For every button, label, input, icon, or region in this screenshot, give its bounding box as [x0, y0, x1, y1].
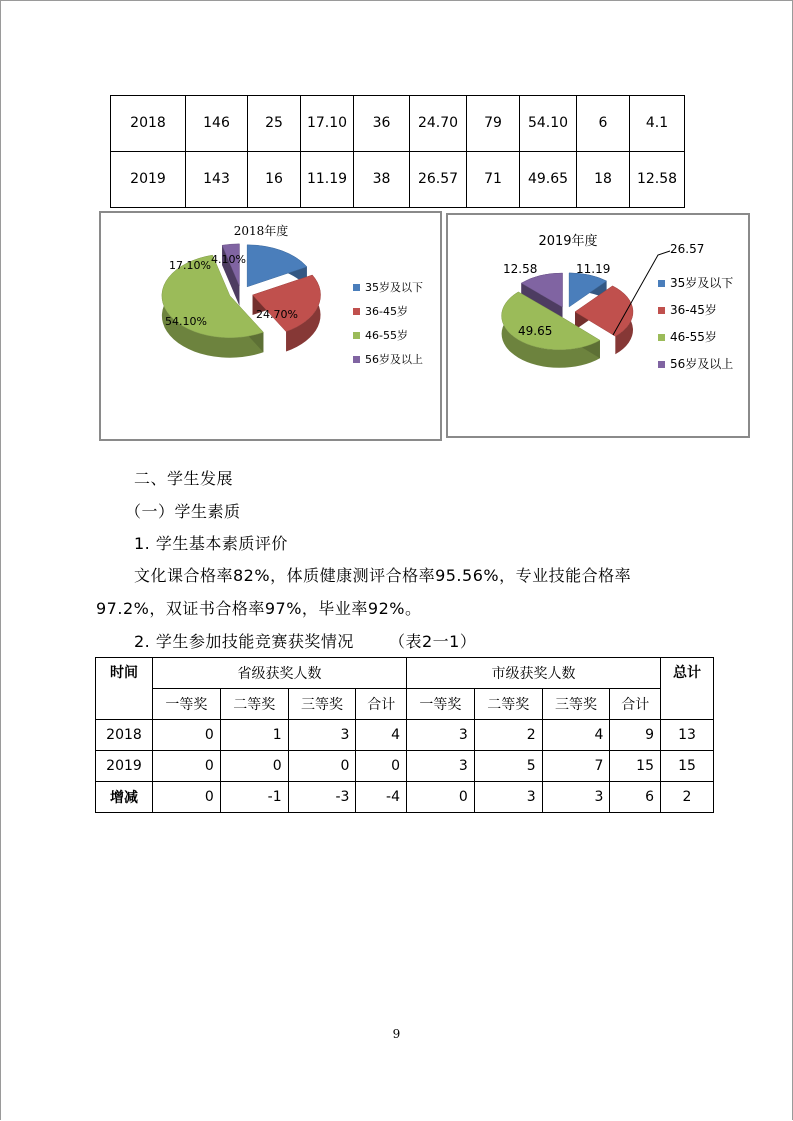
legend-swatch [353, 308, 360, 315]
table-cell: 7 [542, 751, 610, 782]
table-cell: 0 [220, 751, 288, 782]
item-heading: 1. 学生基本素质评价 [134, 534, 288, 553]
pie-chart-svg [101, 213, 440, 439]
table-subheader-row [96, 689, 714, 720]
table-cell: 143 [186, 152, 248, 208]
subheader-cell: 合计 [356, 689, 407, 720]
table-cell: 49.65 [520, 152, 577, 208]
table-row [96, 751, 714, 782]
page-number: 9 [392, 1027, 401, 1041]
table-cell: 18 [577, 152, 630, 208]
paragraph-line: 97.2%，双证书合格率97%，毕业率92%。 [96, 599, 422, 618]
data-label: 49.65 [518, 324, 553, 338]
table-cell: 3 [288, 720, 356, 751]
table-cell: 3 [542, 782, 610, 813]
table-cell: 0 [288, 751, 356, 782]
legend-label: 36-45岁 [365, 305, 408, 318]
teacher-age-table [110, 95, 685, 208]
header-province: 省级获奖人数 [153, 658, 407, 689]
table-cell: 54.10 [520, 96, 577, 152]
legend-label: 56岁及以上 [365, 353, 423, 366]
subheader-cell: 合计 [610, 689, 661, 720]
data-label: 26.57 [670, 242, 705, 256]
table-cell: 4.1 [630, 96, 685, 152]
legend-swatch [353, 332, 360, 339]
legend-label: 46-55岁 [670, 330, 717, 344]
header-time: 时间 [96, 658, 153, 720]
data-label: 4.10% [211, 253, 246, 266]
table-cell: 0 [153, 720, 221, 751]
pie-slices [502, 273, 633, 368]
chart-legend [658, 275, 733, 371]
table-cell: 0 [153, 782, 221, 813]
table-cell: -3 [288, 782, 356, 813]
table-cell: 2018 [96, 720, 153, 751]
table-cell: 增减 [96, 782, 153, 813]
table-cell: -4 [356, 782, 407, 813]
table-cell: 71 [467, 152, 520, 208]
table-cell: 1 [220, 720, 288, 751]
subheader-cell: 二等奖 [220, 689, 288, 720]
table-cell: 0 [153, 751, 221, 782]
table-cell: 16 [248, 152, 301, 208]
table-cell: 79 [467, 96, 520, 152]
table-cell: 15 [661, 751, 714, 782]
section-heading: 二、学生发展 [134, 469, 234, 488]
table-cell: 6 [577, 96, 630, 152]
table-cell: 25 [248, 96, 301, 152]
table-cell: -1 [220, 782, 288, 813]
legend-swatch [658, 307, 665, 314]
table-cell: 0 [406, 782, 474, 813]
legend-label: 36-45岁 [670, 303, 717, 317]
paragraph-line: 文化课合格率82%，体质健康测评合格率95.56%，专业技能合格率 [134, 566, 632, 585]
table-cell: 15 [610, 751, 661, 782]
table-reference: （表2一1） [389, 632, 477, 651]
table-cell: 36 [354, 96, 410, 152]
legend-label: 35岁及以下 [365, 281, 423, 294]
table-cell: 12.58 [630, 152, 685, 208]
data-label: 12.58 [503, 262, 538, 276]
legend-swatch [658, 334, 665, 341]
subheader-cell: 一等奖 [153, 689, 221, 720]
table-cell: 24.70 [410, 96, 467, 152]
table-row [111, 96, 685, 152]
award-table [95, 657, 714, 813]
table-cell: 11.19 [301, 152, 354, 208]
legend-swatch [353, 284, 360, 291]
chart-title: 2019年度 [538, 234, 598, 249]
table-cell: 3 [406, 720, 474, 751]
item-heading: 2. 学生参加技能竞赛获奖情况 [134, 632, 354, 651]
legend-label: 35岁及以下 [670, 276, 734, 290]
header-total: 总计 [661, 658, 714, 720]
chart-title: 2018年度 [233, 224, 289, 238]
subheader-cell: 二等奖 [474, 689, 542, 720]
table-cell: 4 [542, 720, 610, 751]
table-cell: 2 [661, 782, 714, 813]
data-label: 17.10% [169, 259, 211, 272]
table-cell: 13 [661, 720, 714, 751]
table-row [96, 720, 714, 751]
subheader-cell: 一等奖 [406, 689, 474, 720]
table-cell: 9 [610, 720, 661, 751]
table-cell: 2018 [111, 96, 186, 152]
subheader-cell: 三等奖 [288, 689, 356, 720]
legend-label: 46-55岁 [365, 329, 408, 342]
table-cell: 2019 [96, 751, 153, 782]
pie-chart-2019 [446, 213, 750, 438]
chart-legend [353, 280, 423, 366]
data-label: 24.70% [256, 308, 298, 321]
table-cell: 5 [474, 751, 542, 782]
table-cell: 3 [406, 751, 474, 782]
table-header-row [96, 658, 714, 689]
legend-label: 56岁及以上 [670, 357, 734, 371]
table-cell: 6 [610, 782, 661, 813]
table-row [96, 782, 714, 813]
legend-swatch [658, 361, 665, 368]
table-cell: 2019 [111, 152, 186, 208]
subheader-cell: 三等奖 [542, 689, 610, 720]
legend-swatch [353, 356, 360, 363]
legend-swatch [658, 280, 665, 287]
table-cell: 146 [186, 96, 248, 152]
data-label: 11.19 [576, 262, 611, 276]
table-cell: 2 [474, 720, 542, 751]
table-cell: 4 [356, 720, 407, 751]
table-row [111, 152, 685, 208]
pie-chart-2018 [99, 211, 442, 441]
table-cell: 17.10 [301, 96, 354, 152]
subsection-heading: （一）学生素质 [125, 502, 241, 521]
data-label: 54.10% [165, 315, 207, 328]
table-cell: 38 [354, 152, 410, 208]
pie-chart-svg [448, 215, 748, 436]
table-cell: 26.57 [410, 152, 467, 208]
header-city: 市级获奖人数 [406, 658, 660, 689]
table-cell: 0 [356, 751, 407, 782]
table-cell: 3 [474, 782, 542, 813]
